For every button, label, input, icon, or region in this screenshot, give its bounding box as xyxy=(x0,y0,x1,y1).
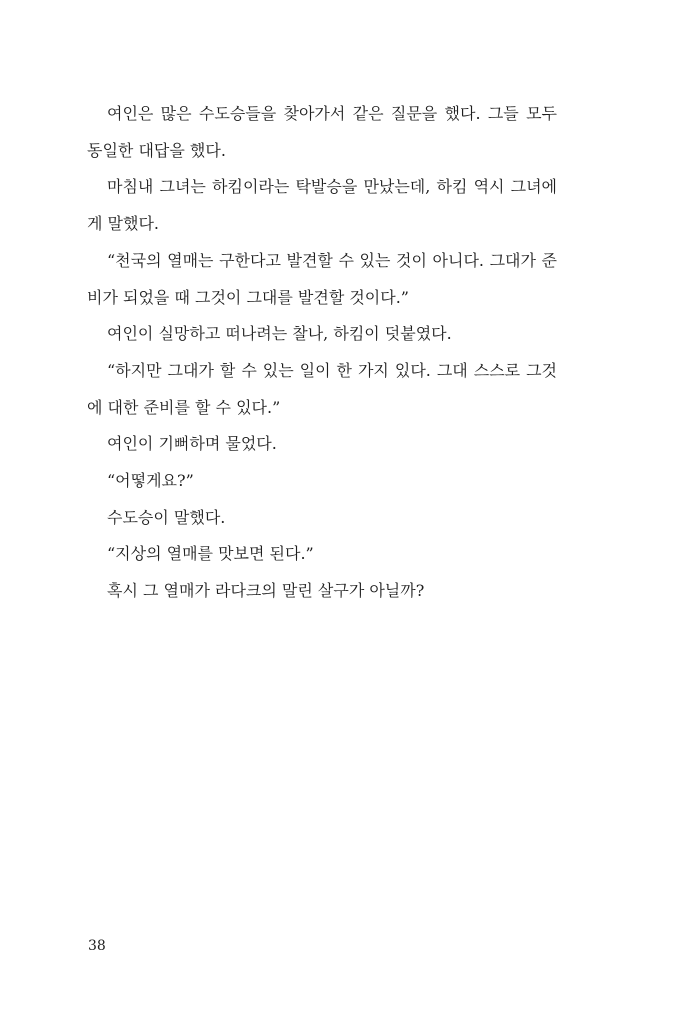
paragraph: 여인은 많은 수도승들을 찾아가서 같은 질문을 했다. 그들 모두 동일한 대답을 했다. xyxy=(87,104,557,160)
paragraph: 마침내 그녀는 하킴이라는 탁발승을 만났는데, 하킴 역시 그녀에게 말했다. xyxy=(87,177,557,234)
quote-paragraph: “하지만 그대가 할 수 있는 일이 한 가지 있다. 그대 스스로 그것에 대한 준비를 할 수 있다.” xyxy=(87,360,557,417)
paragraph: 여인이 기뻐하며 물었다. xyxy=(107,434,277,454)
quote-paragraph: “어떻게요?” xyxy=(107,471,194,491)
quote-paragraph: “지상의 열매를 맛보면 된다.” xyxy=(107,544,314,564)
quote-paragraph: “천국의 열매는 구한다고 발견할 수 있는 것이 아니다. 그대가 준비가 되었을 때 그것이 그대를 발견할 것이다.” xyxy=(87,250,557,307)
page-number: 38 xyxy=(88,938,106,954)
body-text xyxy=(87,96,557,610)
paragraph: 수도승이 말했다. xyxy=(107,507,226,527)
paragraph: 여인이 실망하고 떠나려는 찰나, 하킴이 덧붙였다. xyxy=(107,324,452,344)
paragraph: 혹시 그 열매가 라다크의 말린 살구가 아닐까? xyxy=(107,581,425,601)
